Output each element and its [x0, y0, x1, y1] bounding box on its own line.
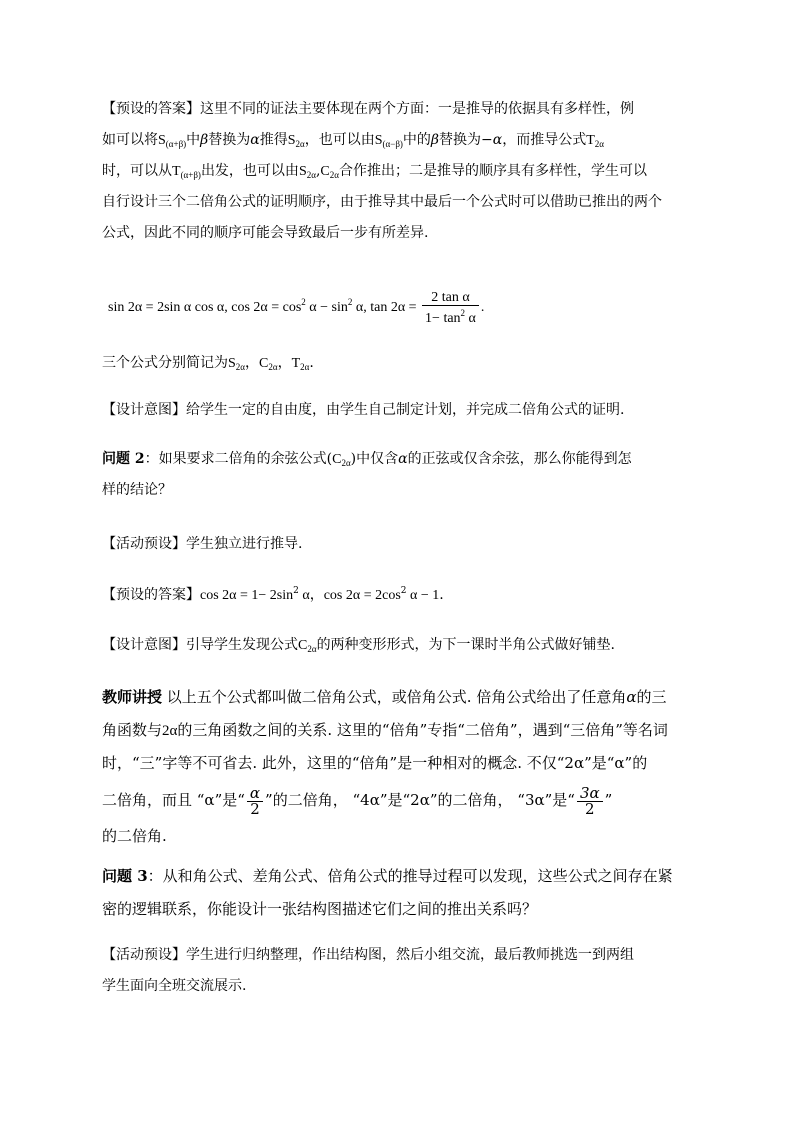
preset-answer-2: 【预设的答案】$\cos 2\alpha = 1- 2\sin^2$ α，$\cos 2\alpha = 2\cos^2$ α − 1.	[102, 586, 444, 603]
question-label: 问题 2	[102, 451, 145, 467]
label: 【预设的答案】	[102, 101, 200, 117]
preset-answer-paragraph-1: 【预设的答案】这里不同的证法主要体现在两个方面：一是推导的依据具有多样性，例 如可以将$S_{(\alpha+\beta)}$中β替换为α推得$S_{2\alpha}$，也可以由$S_{(\alpha-\beta)}$中的β替换为−α，而推导公式$T_{2\alpha}$ 时，可以从$T_{(\alpha+\beta)}$出发，也可以由$S_{2\alpha},C_{2\alpha}$合作推出；二是推导的顺序具有多样性，学生可以 自行设计三个二倍角公式的证明顺序，由于推导其中最后一个公式时可以借助已推出的两个 公式，因此不同的顺序可能会导致最后一步有所差异.	[102, 101, 662, 241]
abbreviation-line: 三个公式分别简记为$S_{2\alpha}$，$C_{2\alpha}$，$T_{2\alpha}$.	[102, 355, 314, 372]
question-2: 问题 2：如果要求二倍角的余弦公式$(C_{2\alpha})$中仅含α的正弦或仅含余弦，那么你能得到怎 样的结论？	[102, 451, 632, 498]
activity-preset-2: 【活动预设】学生进行归纳整理，作出结构图，然后小组交流，最后教师挑选一到两组 学生面向全班交流展示.	[102, 947, 634, 994]
alpha-over-2: $\frac{\alpha}{2}$	[247, 786, 263, 817]
tan-fraction: $\frac{\text{2 tan α}}{1- \tan^2 \alpha}$	[422, 290, 479, 326]
design-intent-1: 【设计意图】给学生一定的自由度，由学生自己制定计划，并完成二倍角公式的证明.	[102, 402, 625, 418]
teacher-lecture: 教师讲授 以上五个公式都叫做二倍角公式，或倍角公式. 倍角公式给出了任意角α的三 角函数与2α的三角函数之间的关系. 这里的“倍角”专指“二倍角”，遇到“三倍角”等名词 时，“三”字等不可省去. 此外，这里的“倍角”是一种相对的概念. 不仅“2α”是“α”的 二倍角，而且 “α”是“ $\frac{\alpha}{2}$ ”的二倍角， “4α”是“2α”的二倍角， “3α”是“ $\frac{3\alpha}{2}$ ” 的二倍角.	[102, 688, 668, 845]
design-intent-2: 【设计意图】引导学生发现公式$C_{2\alpha}$的两种变形形式，为下一课时半角公式做好铺垫.	[102, 637, 616, 654]
three-alpha-over-2: $\frac{3\alpha}{2}$	[577, 786, 603, 817]
question-3: 问题 3：从和角公式、差角公式、倍角公式的推导过程可以发现，这些公式之间存在紧 密的逻辑联系，你能设计一张结构图描述它们之间的推出关系吗？	[102, 867, 673, 918]
activity-preset-1: 【活动预设】学生独立进行推导.	[102, 536, 303, 552]
double-angle-formulas: sin 2α = 2sin α cos α, $\cos 2\alpha = \cos^2 \alpha - \sin^2 \alpha$, tan 2α = $\frac{\text{2 tan α}}{1- \tan^2 \alpha}$ .	[108, 290, 485, 326]
